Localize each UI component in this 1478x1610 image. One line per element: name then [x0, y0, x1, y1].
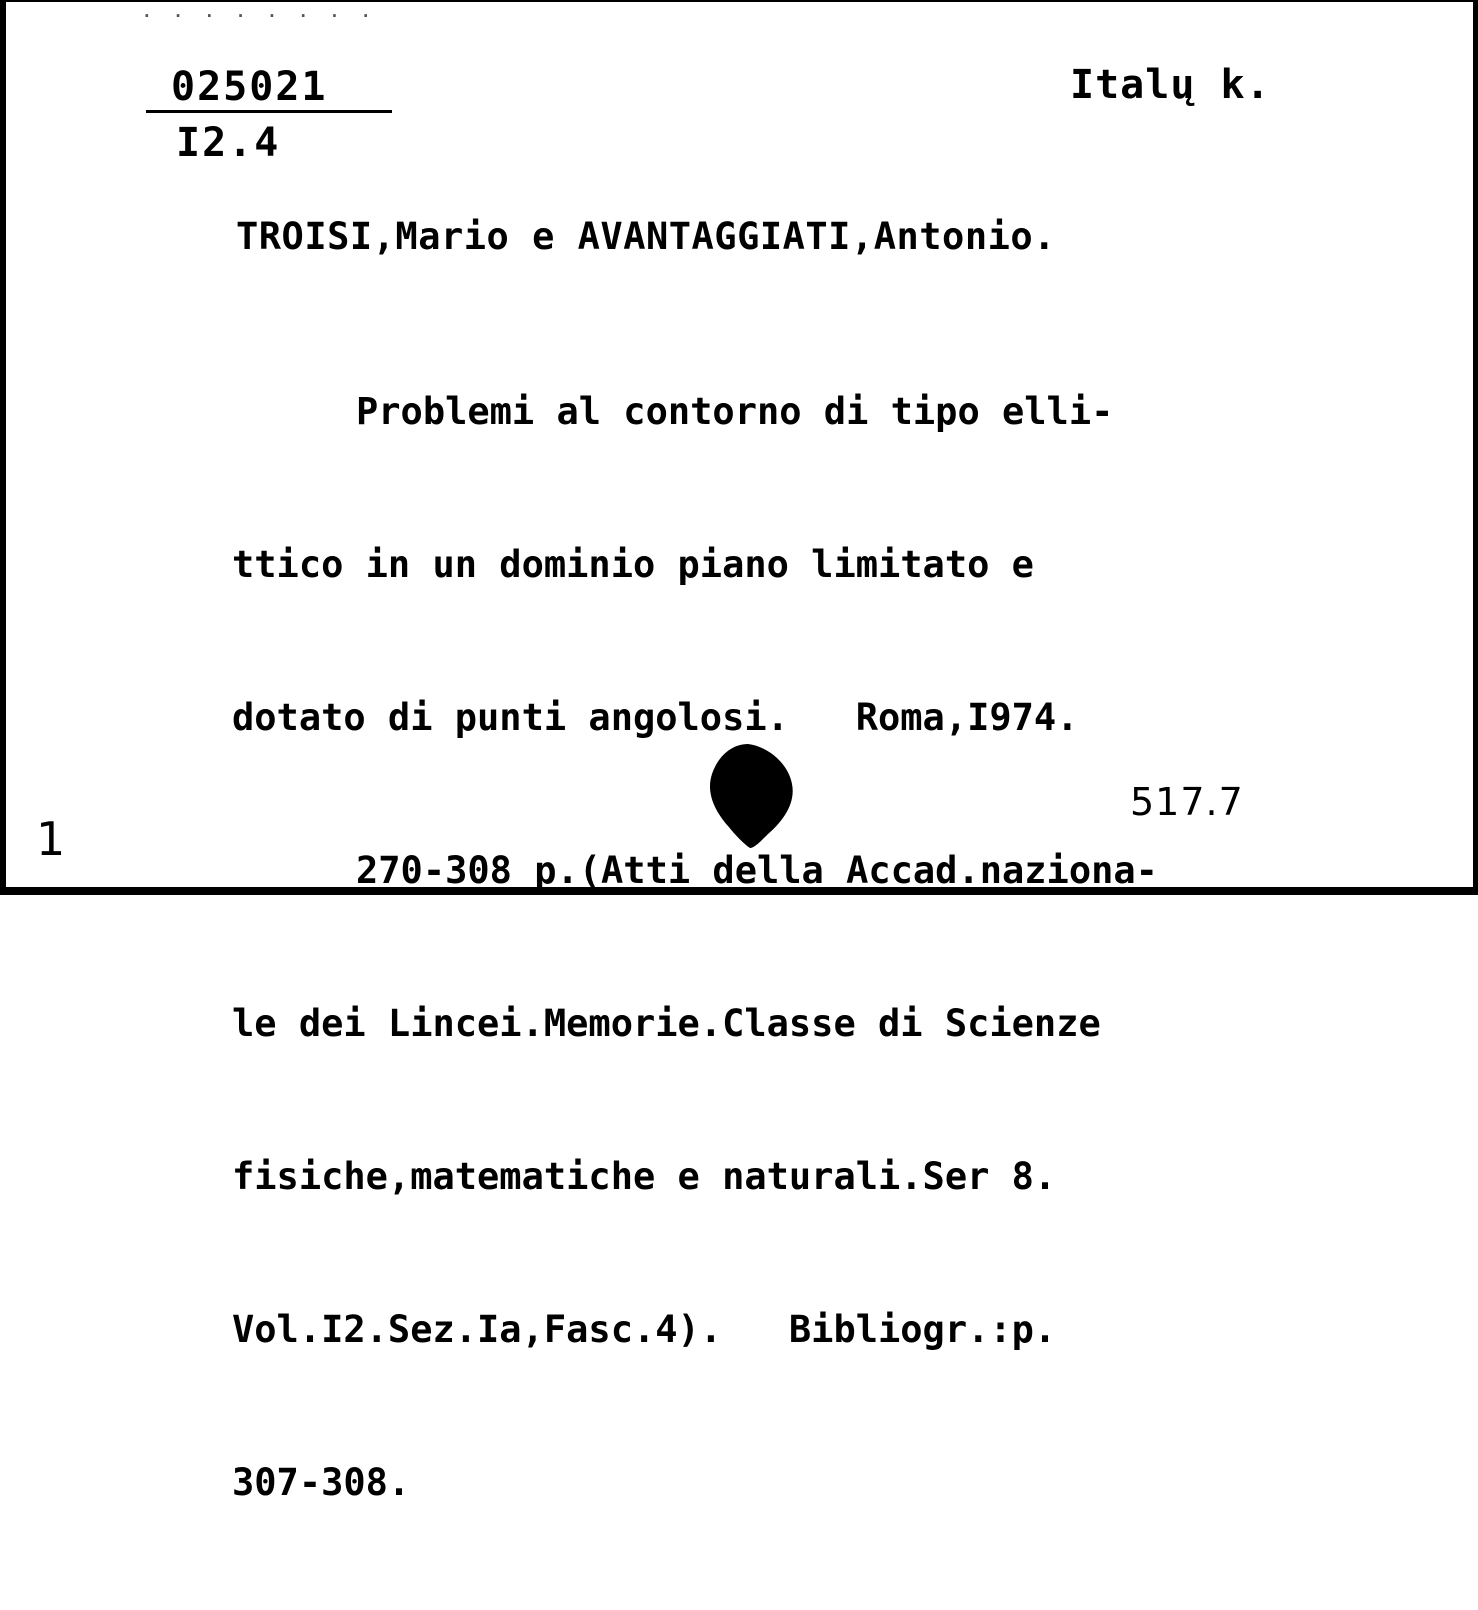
call-number-top: 025021	[171, 64, 328, 110]
description-line: fisiche,matematiche e naturali.Ser 8.	[232, 1155, 1057, 1198]
country-label: Italų k.	[1070, 62, 1271, 108]
description-text	[232, 284, 1462, 1610]
description-line: 307-308.	[232, 1461, 411, 1504]
description-line: Vol.I2.Sez.Ia,Fasc.4). Bibliogr.:p.	[232, 1308, 1057, 1351]
punch-hole-icon	[706, 740, 796, 850]
description-line: ttico in un dominio piano limitato e	[232, 543, 1034, 586]
description-line: Problemi al contorno di tipo elli-	[356, 390, 1114, 433]
corner-mark: 1	[36, 812, 66, 866]
description-line: le dei Lincei.Memorie.Classe di Scienze	[232, 1002, 1101, 1045]
call-number-divider	[146, 110, 392, 113]
description-line: dotato di punti angolosi. Roma,I974.	[232, 696, 1079, 739]
description-line: 270-308 p.(Atti della Accad.naziona-	[356, 849, 1158, 892]
shelf-mark: 517.7	[1130, 780, 1244, 824]
author-line: TROISI,Mario e AVANTAGGIATI,Antonio.	[236, 215, 1056, 258]
top-edge-marks: · · · · · · · ·	[142, 6, 377, 25]
call-number-bottom: I2.4	[176, 120, 281, 166]
